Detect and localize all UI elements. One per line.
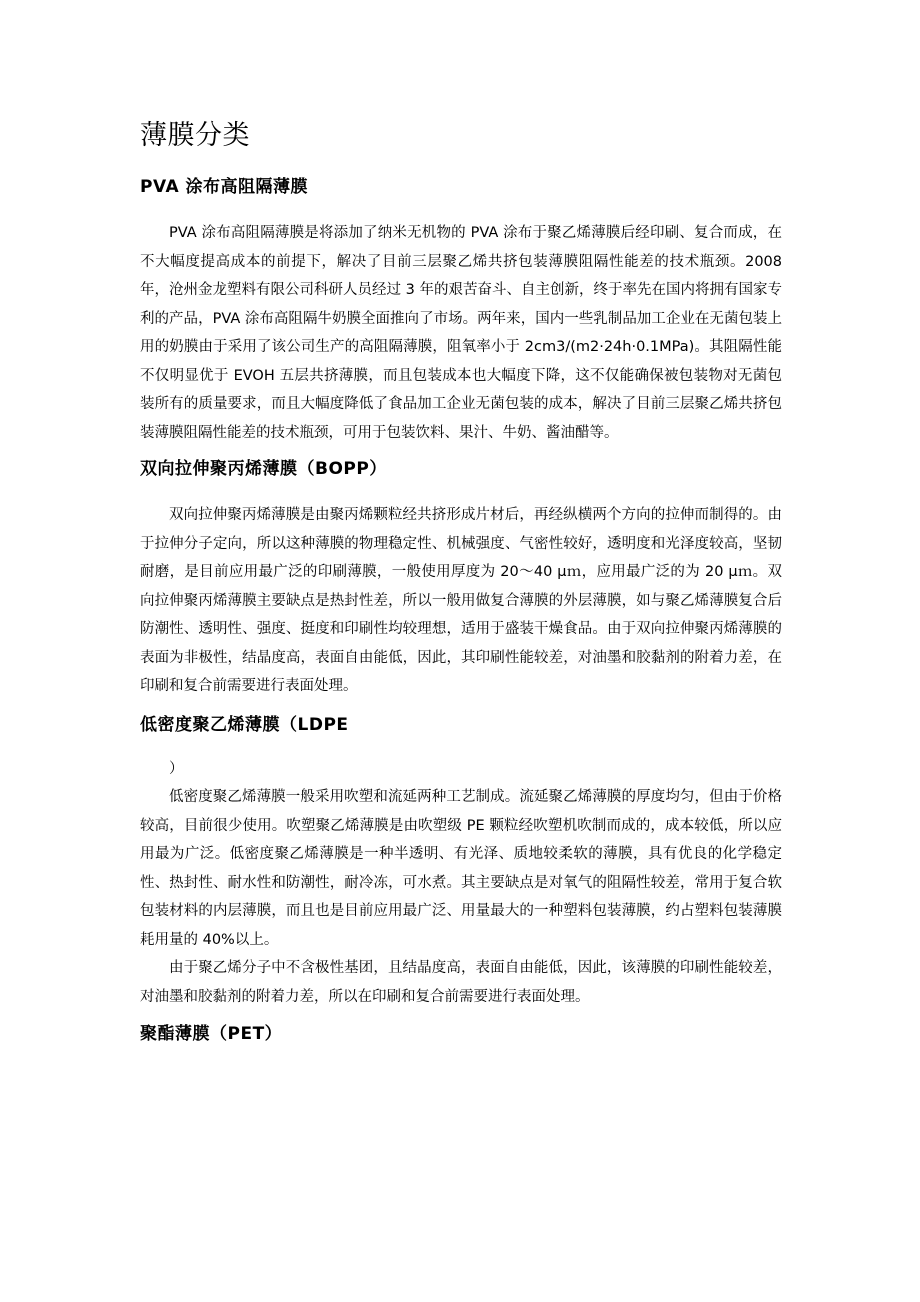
- section-heading-pva: PVA 涂布高阻隔薄膜: [140, 177, 309, 197]
- document-body: [140, 117, 782, 1046]
- section-heading-pet: 聚酯薄膜（PET）: [140, 1024, 283, 1044]
- document-title: 薄膜分类: [140, 120, 250, 151]
- section-heading-bopp: 双向拉伸聚丙烯薄膜（BOPP）: [140, 459, 387, 479]
- paragraph-bopp: 双向拉伸聚丙烯薄膜是由聚丙烯颗粒经共挤形成片材后，再经纵横两个方向的拉伸而制得的。由于拉伸分子定向，所以这种薄膜的物理稳定性、机械强度、气密性较好，透明度和光泽度较高，坚韧耐磨，是目前应用最广泛的印刷薄膜，一般使用厚度为 20～40 μｍ，应用最广泛的为 20 μｍ。双向拉伸聚丙烯薄膜主要缺点是热封性差，所以一般用做复合薄膜的外层薄膜，如与聚乙烯薄膜复合后防潮性、透明性、强度、挺度和印刷性均较理想，适用于盛装干燥食品。由于双向拉伸聚丙烯薄膜的表面为非极性，结晶度高，表面自由能低，因此，其印刷性能较差，对油墨和胶黏剂的附着力差，在印刷和复合前需要进行表面处理。: [140, 507, 782, 694]
- paragraph-ldpe-1: 低密度聚乙烯薄膜一般采用吹塑和流延两种工艺制成。流延聚乙烯薄膜的厚度均匀，但由于价格较高，目前很少使用。吹塑聚乙烯薄膜是由吹塑级 PE 颗粒经吹塑机吹制而成的，成本较低，所以应用最为广泛。低密度聚乙烯薄膜是一种半透明、有光泽、质地较柔软的薄膜，具有优良的化学稳定性、热封性、耐水性和防潮性，耐冷冻，可水煮。其主要缺点是对氧气的阻隔性较差，常用于复合软包装材料的内层薄膜，而且也是目前应用最广泛、用量最大的一种塑料包装薄膜，约占塑料包装薄膜耗用量的 40%以上。: [140, 789, 782, 948]
- paragraph-pva: PVA 涂布高阻隔薄膜是将添加了纳米无机物的 PVA 涂布于聚乙烯薄膜后经印刷、复合而成，在不大幅度提高成本的前提下，解决了目前三层聚乙烯共挤包装薄膜阻隔性能差的技术瓶颈。2008 年，沧州金龙塑料有限公司科研人员经过 3 年的艰苦奋斗、自主创新，终于率先在国内将拥有国家专利的产品，PVA 涂布高阻隔牛奶膜全面推向了市场。两年来，国内一些乳制品加工企业在无菌包装上用的奶膜由于采用了该公司生产的高阻隔薄膜，阻氧率小于 2cm3/(m2·24h·0.1MPa)。其阻隔性能不仅明显优于 EVOH 五层共挤薄膜，而且包装成本也大幅度下降，这不仅能确保被包装物对无菌包装所有的质量要求，而且大幅度降低了食品加工企业无菌包装的成本，解决了目前三层聚乙烯共挤包装薄膜阻隔性能差的技术瓶颈，可用于包装饮料、果汁、牛奶、酱油醋等。: [140, 225, 782, 441]
- section-heading-ldpe: 低密度聚乙烯薄膜（LDPE: [140, 714, 349, 735]
- paragraph-ldpe-2: 由于聚乙烯分子中不含极性基团，且结晶度高，表面自由能低，因此，该薄膜的印刷性能较差，对油墨和胶黏剂的附着力差，所以在印刷和复合前需要进行表面处理。: [140, 960, 782, 1005]
- heading-continuation-fragment: ）: [169, 760, 184, 777]
